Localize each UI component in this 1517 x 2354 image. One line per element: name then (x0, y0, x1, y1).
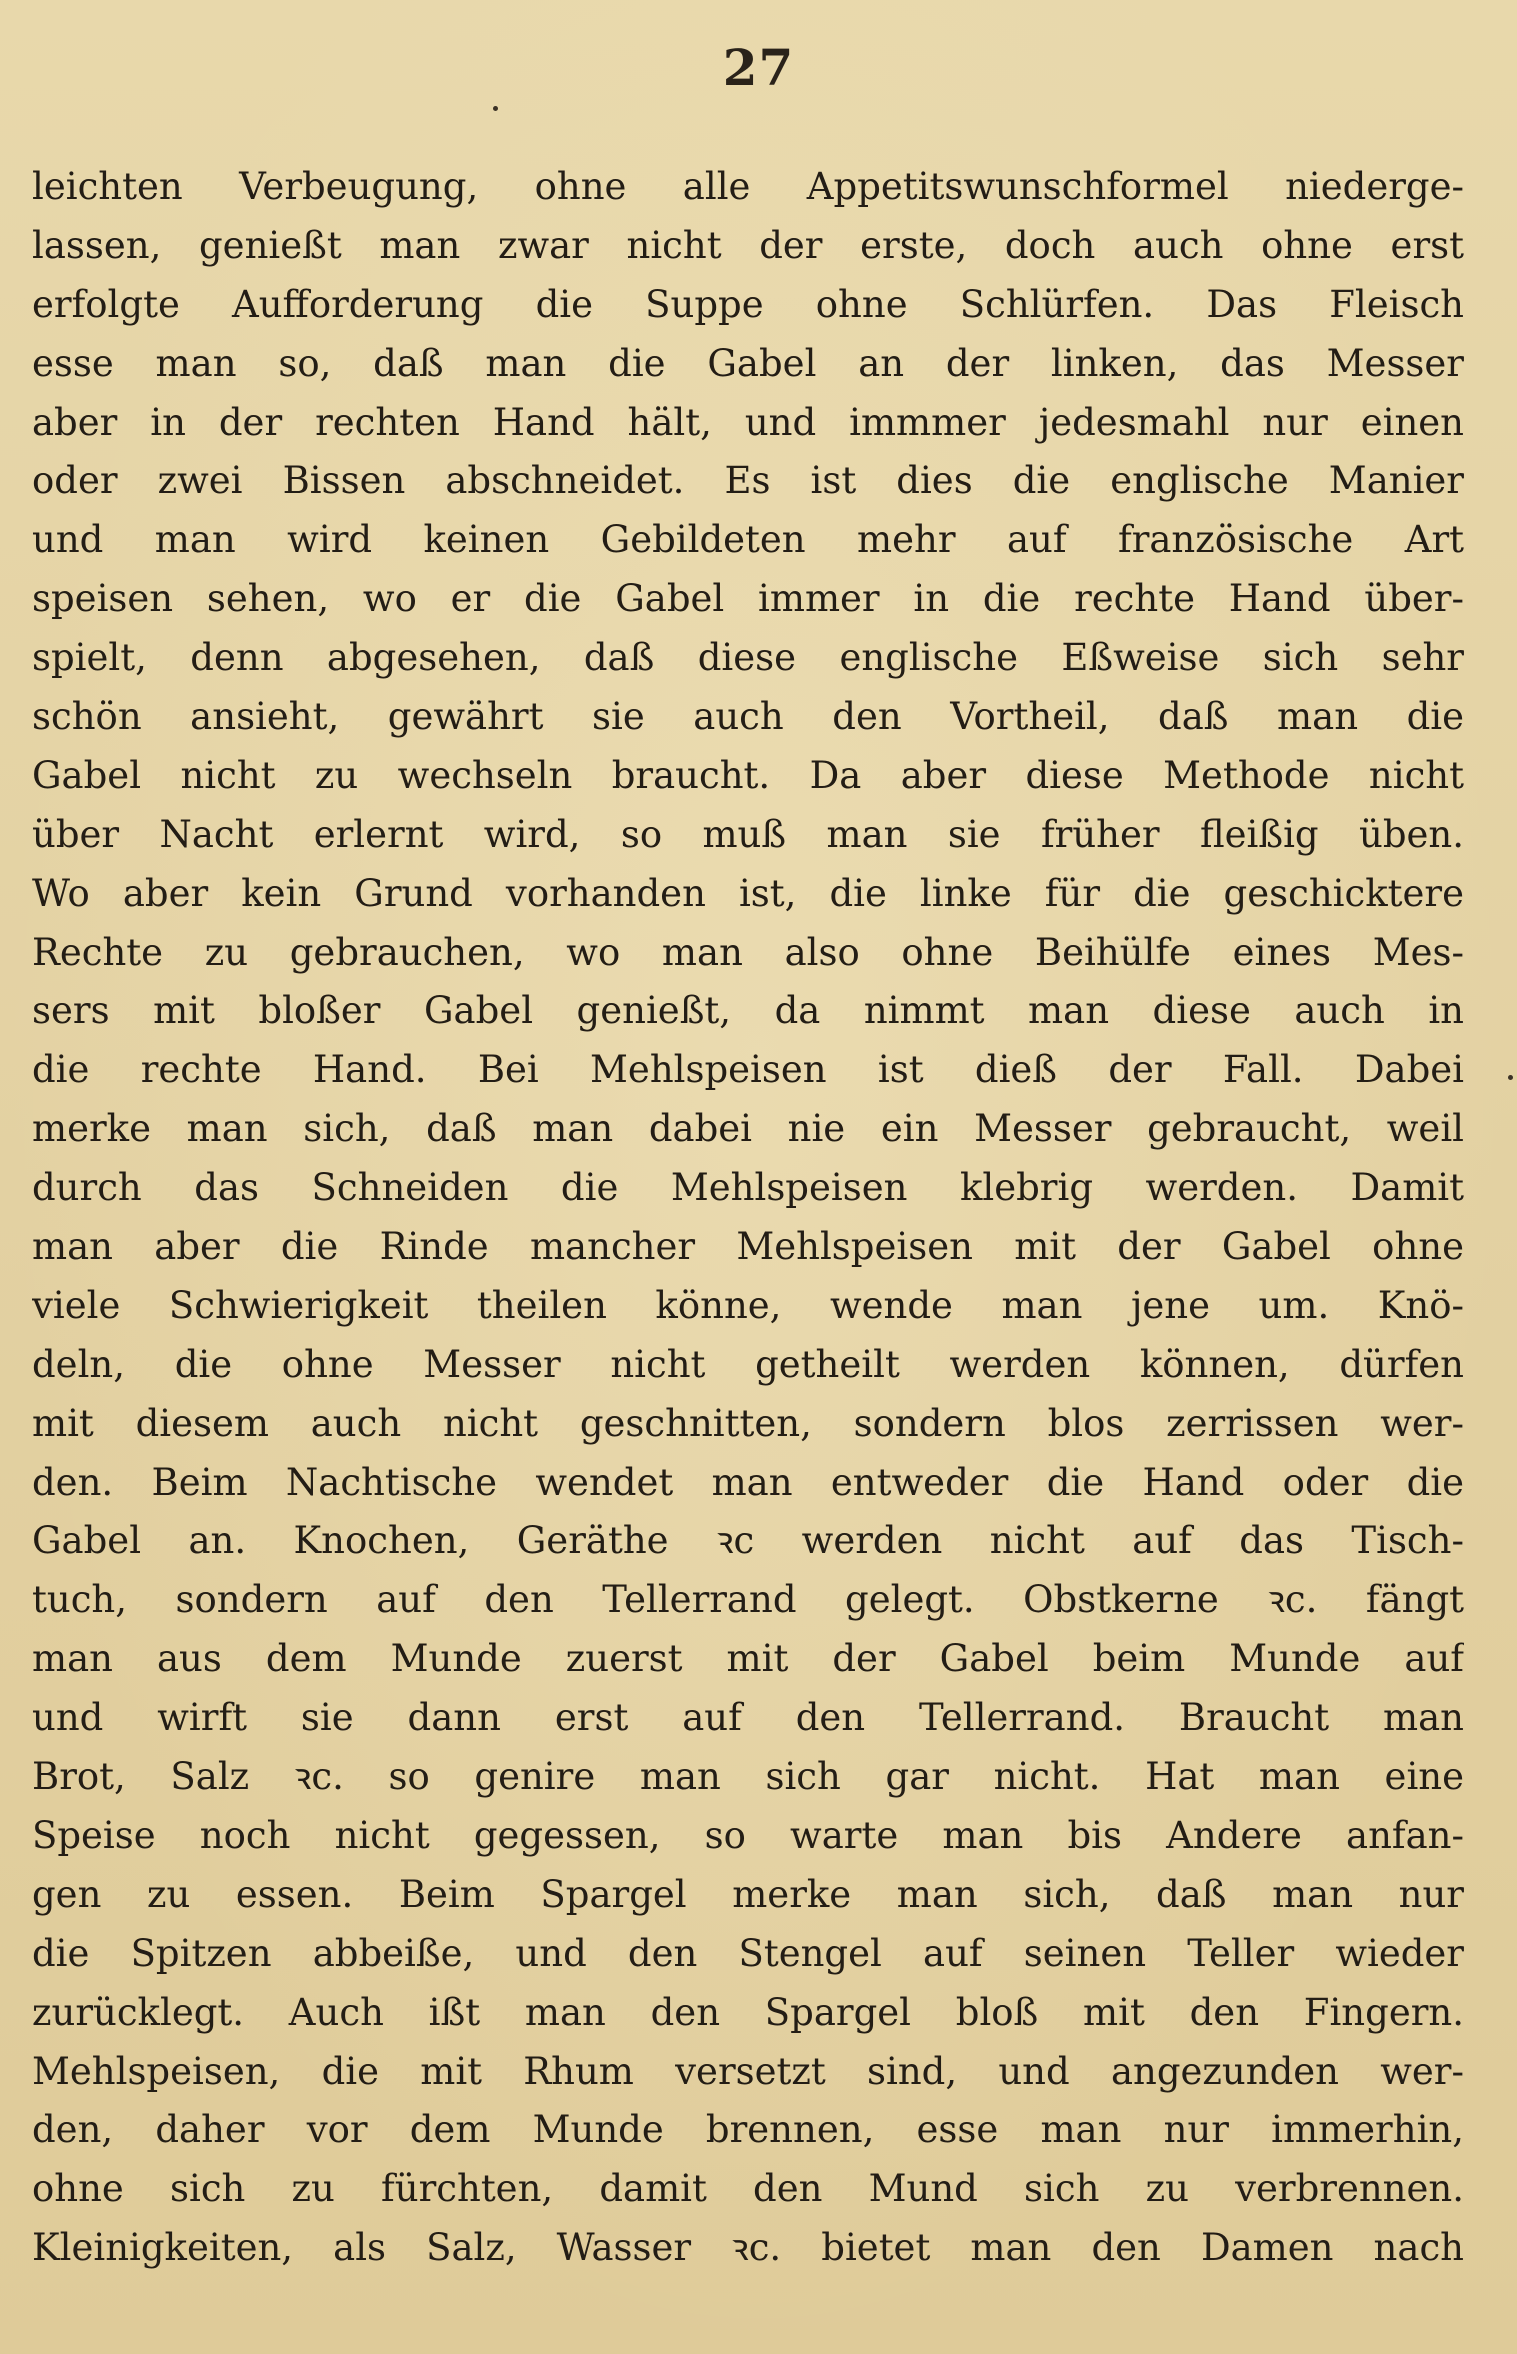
text-line: gen zu essen. Beim Spargel merke man sich, daß man nur (32, 1872, 1464, 1916)
text-line: Speise noch nicht gegessen, so warte man bis Andere anfan- (32, 1813, 1464, 1857)
text-line: aber in der rechten Hand hält, und immmer jedesmahl nur einen (32, 400, 1464, 444)
text-line: Rechte zu gebrauchen, wo man also ohne Beihülfe eines Mes- (32, 930, 1464, 974)
text-line: die Spitzen abbeiße, und den Stengel auf seinen Teller wieder (32, 1931, 1464, 1975)
text-line: den. Beim Nachtische wendet man entweder die Hand oder die (32, 1460, 1464, 1504)
text-line: Brot, Salz ꝛc. so genire man sich gar nicht. Hat man eine (32, 1755, 1464, 1799)
print-speck (493, 106, 498, 111)
text-line: die rechte Hand. Bei Mehlspeisen ist dieß der Fall. Dabei (32, 1048, 1464, 1092)
text-line: Gabel nicht zu wechseln braucht. Da aber diese Methode nicht (32, 753, 1464, 797)
text-line: erfolgte Aufforderung die Suppe ohne Schlürfen. Das Fleisch (32, 282, 1464, 326)
text-line: esse man so, daß man die Gabel an der linken, das Messer (32, 341, 1464, 385)
text-line: sers mit bloßer Gabel genießt, da nimmt man diese auch in (32, 989, 1464, 1033)
text-line: Gabel an. Knochen, Geräthe ꝛc werden nicht auf das Tisch- (32, 1519, 1464, 1563)
text-line: speisen sehen, wo er die Gabel immer in die rechte Hand über- (32, 577, 1464, 621)
text-line: deln, die ohne Messer nicht getheilt werden können, dürfen (32, 1342, 1464, 1386)
text-line: man aus dem Munde zuerst mit der Gabel beim Munde auf (32, 1637, 1464, 1681)
text-line: durch das Schneiden die Mehlspeisen klebrig werden. Damit (32, 1166, 1464, 1210)
text-line: über Nacht erlernt wird, so muß man sie früher fleißig üben. (32, 812, 1464, 856)
text-line: leichten Verbeugung, ohne alle Appetitswunschformel niederge- (32, 165, 1464, 208)
print-speck (1508, 1075, 1513, 1080)
body-text (32, 158, 1464, 2278)
text-line: Mehlspeisen, die mit Rhum versetzt sind, und angezunden wer- (32, 2049, 1464, 2093)
text-line: und man wird keinen Gebildeten mehr auf französische Art (32, 518, 1464, 562)
page-number: 27 (722, 38, 795, 97)
text-line: viele Schwierigkeit theilen könne, wende man jene um. Knö- (32, 1283, 1464, 1327)
text-line: Kleinigkeiten, als Salz, Wasser ꝛc. bietet man den Damen nach (32, 2226, 1464, 2270)
text-line: und wirft sie dann erst auf den Tellerrand. Braucht man (32, 1696, 1464, 1740)
text-line: merke man sich, daß man dabei nie ein Messer gebraucht, weil (32, 1107, 1464, 1151)
text-line: man aber die Rinde mancher Mehlspeisen mit der Gabel ohne (32, 1225, 1464, 1269)
text-line: oder zwei Bissen abschneidet. Es ist dies die englische Manier (32, 459, 1464, 503)
text-line: mit diesem auch nicht geschnitten, sondern blos zerrissen wer- (32, 1401, 1464, 1445)
text-line: spielt, denn abgesehen, daß diese englische Eßweise sich sehr (32, 636, 1464, 680)
text-line: den, daher vor dem Munde brennen, esse man nur immerhin, (32, 2108, 1464, 2152)
text-line: tuch, sondern auf den Tellerrand gelegt. Obstkerne ꝛc. fängt (32, 1578, 1464, 1622)
text-line: Wo aber kein Grund vorhanden ist, die linke für die geschicktere (32, 871, 1464, 915)
text-line: ohne sich zu fürchten, damit den Mund sich zu verbrennen. (32, 2167, 1464, 2211)
text-line: lassen, genießt man zwar nicht der erste, doch auch ohne erst (32, 223, 1464, 267)
text-line: zurücklegt. Auch ißt man den Spargel bloß mit den Fingern. (32, 1990, 1464, 2034)
text-line: schön ansieht, gewährt sie auch den Vortheil, daß man die (32, 695, 1464, 739)
